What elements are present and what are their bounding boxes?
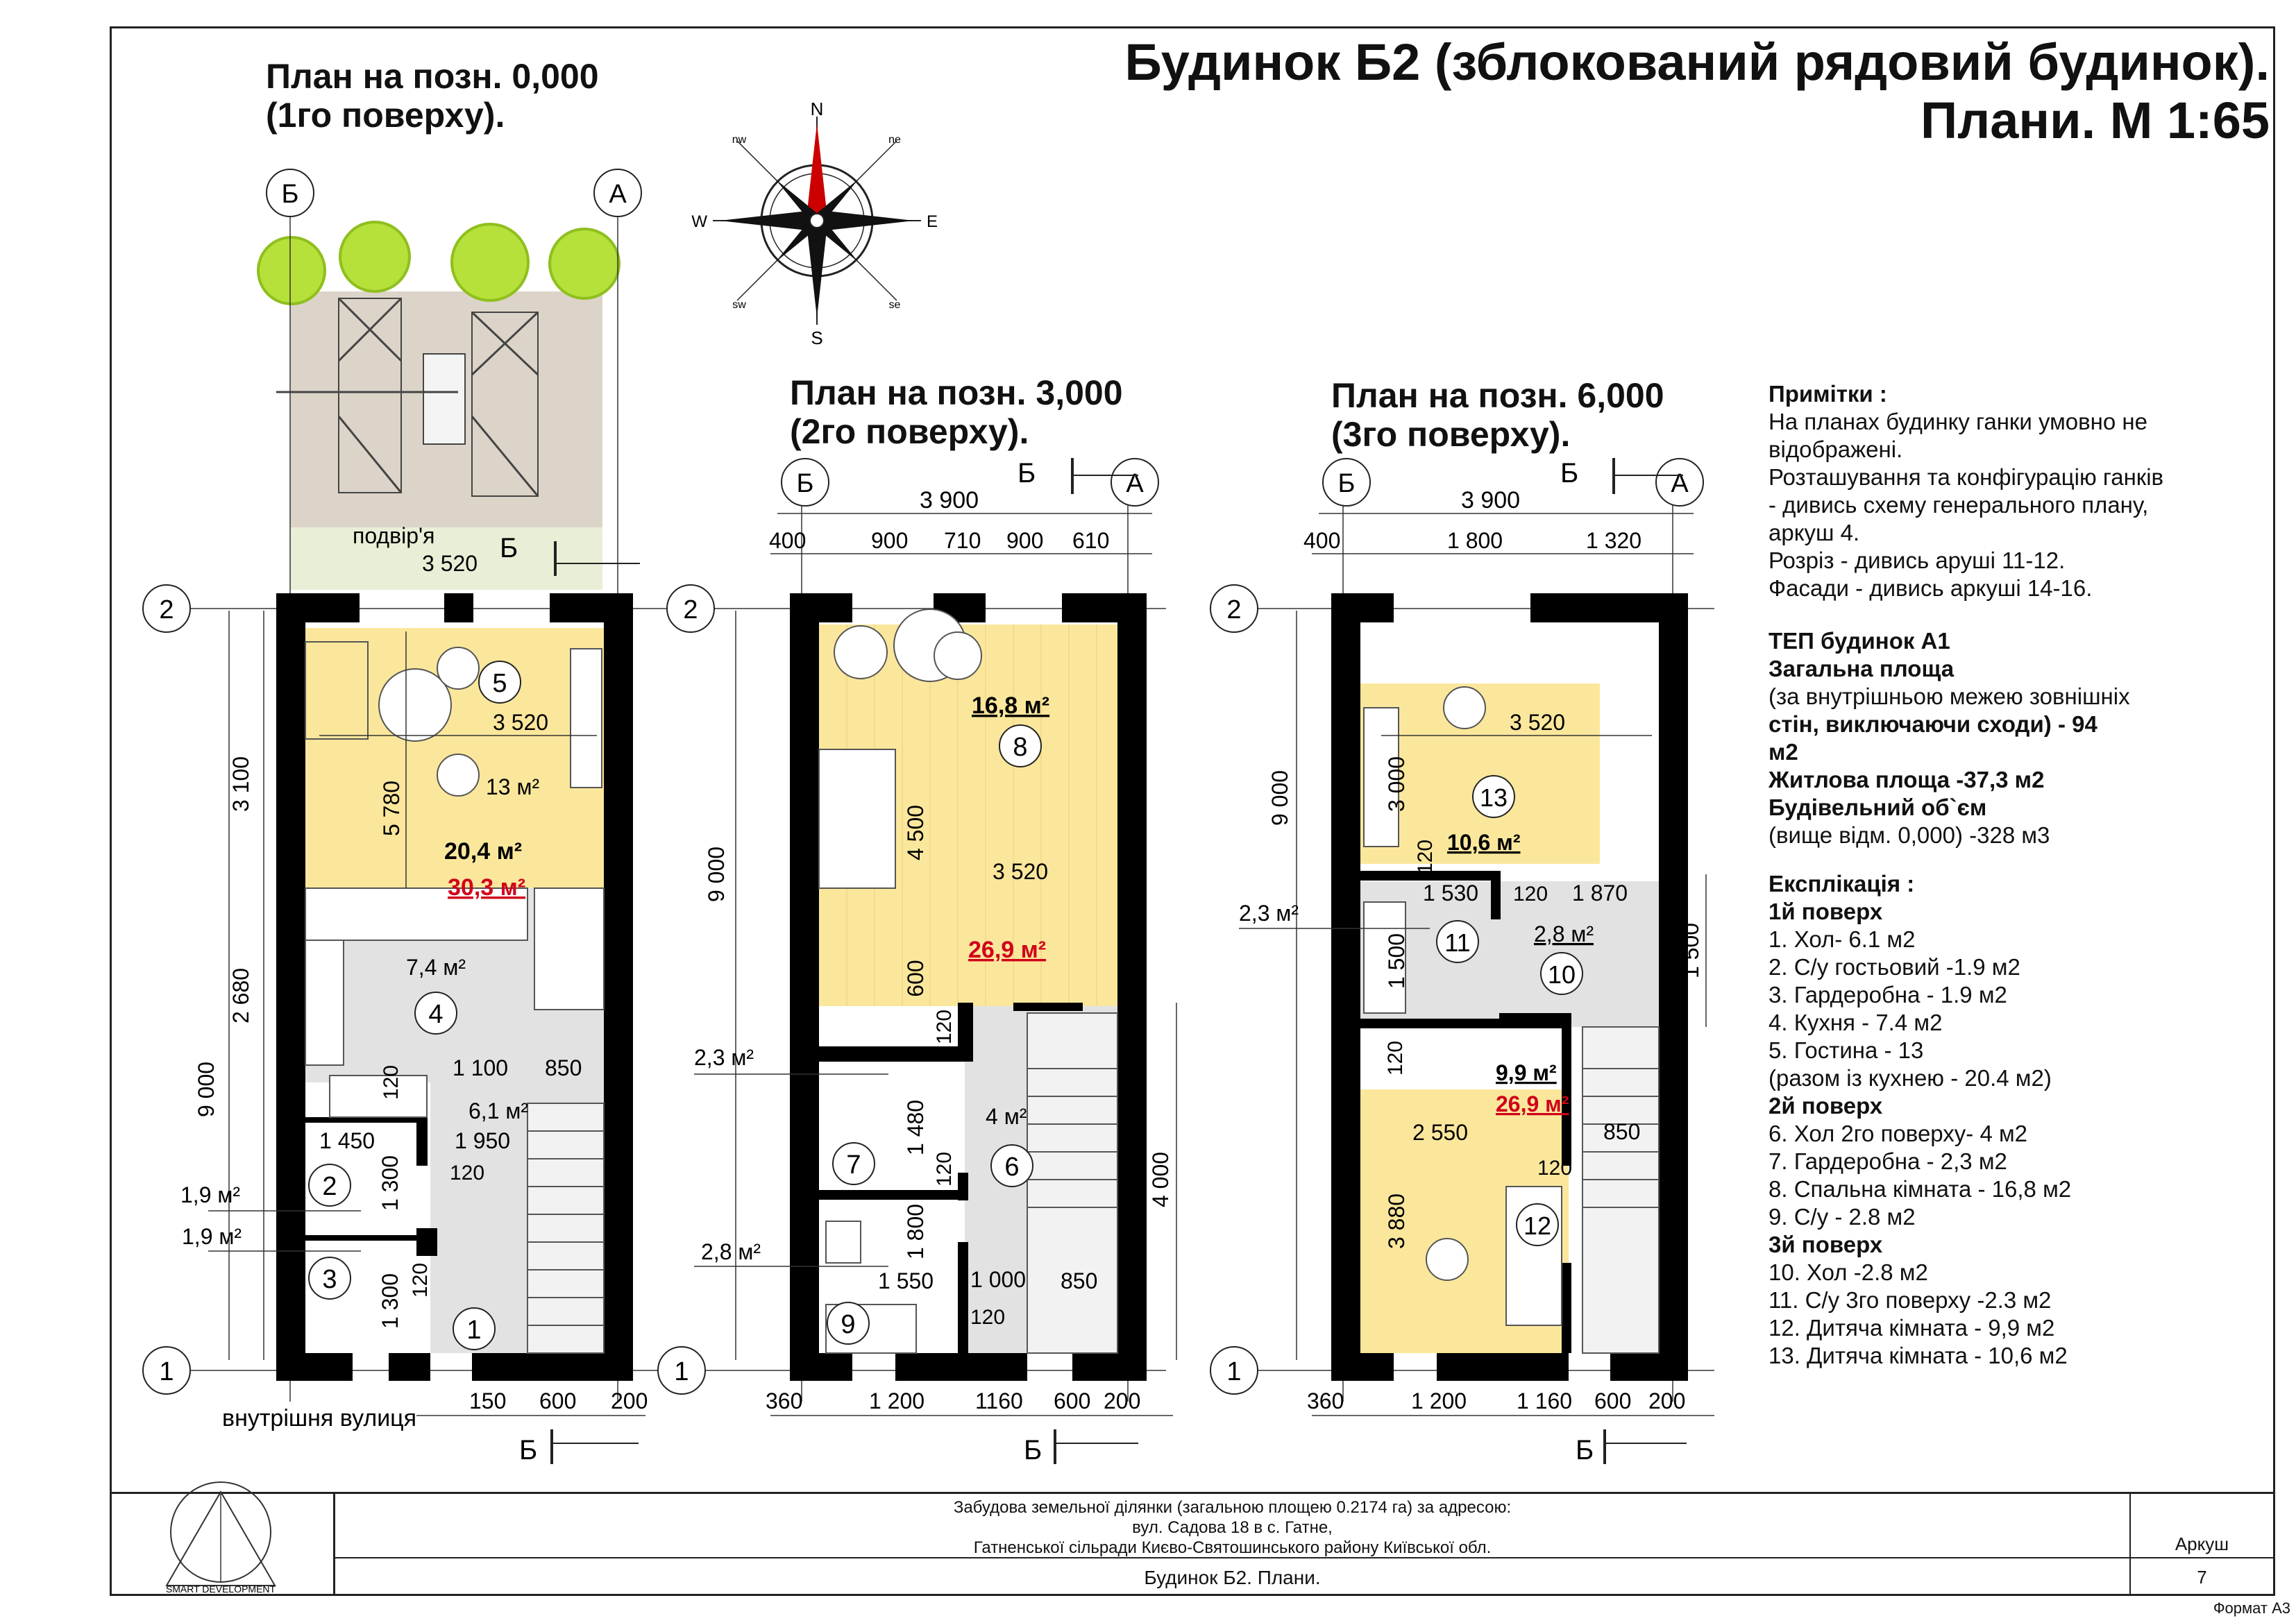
- dim-2680: 2 680: [228, 967, 253, 1024]
- area-r10: 2,8 м²: [1534, 921, 1594, 946]
- notes-heading: Примітки :: [1769, 381, 1887, 407]
- notes-line: відображені.: [1769, 436, 1903, 462]
- room-number-4: 4: [428, 1000, 444, 1029]
- room-number-11: 11: [1444, 928, 1471, 957]
- dim-t400: 400: [769, 528, 807, 553]
- explication-item: 11. С/у 3го поверху -2.3 м2: [1769, 1287, 2052, 1313]
- axis-label-a: А: [1671, 469, 1689, 498]
- axis-label-b: Б: [796, 469, 814, 498]
- dim-4000: 4 000: [1148, 1151, 1173, 1208]
- dim-1500a: 1 500: [1384, 933, 1409, 989]
- dim-3000: 3 000: [1384, 756, 1409, 813]
- explication-item: 9. С/у - 2.8 м2: [1769, 1204, 1916, 1230]
- axis-label-1: 1: [159, 1357, 174, 1386]
- axis-label-a: А: [609, 180, 627, 209]
- dim-120b: 120: [450, 1162, 485, 1184]
- section-mark-bottom: Б: [519, 1435, 538, 1465]
- dim-1300b: 1 300: [378, 1273, 403, 1329]
- axis-label-2: 2: [1226, 595, 1242, 624]
- plan1-title-line2: (1го поверху).: [266, 96, 505, 135]
- dim-120c: 120: [1384, 1040, 1407, 1076]
- address-line2: вул. Садова 18 в с. Гатне,: [1132, 1518, 1333, 1537]
- plan2-stairs: [1027, 1013, 1117, 1353]
- plan1-stairs: [527, 1103, 604, 1353]
- axis-label-1: 1: [1226, 1357, 1242, 1386]
- court-width-dim: 3 520: [422, 551, 478, 576]
- tep-volume-label: Будівельний об`єм: [1769, 794, 1987, 820]
- dim-b360: 360: [766, 1388, 803, 1413]
- area-r5-total: 20,4 м²: [444, 838, 523, 865]
- dim-120c: 120: [970, 1306, 1006, 1329]
- notes-line: Розріз - дивись аруші 11-12.: [1769, 547, 2066, 573]
- plan2-second-floor: [658, 458, 1176, 1465]
- room-number-7: 7: [846, 1150, 861, 1180]
- axis-label-2: 2: [159, 595, 174, 624]
- dim-b200: 200: [1104, 1388, 1141, 1413]
- compass-w: W: [691, 212, 707, 231]
- dim-b600: 600: [1594, 1388, 1632, 1413]
- notes-line: Розташування та конфігурацію ганків: [1769, 464, 2164, 490]
- dim-2550: 2 550: [1412, 1120, 1469, 1145]
- dim-1500b: 1 500: [1678, 922, 1703, 979]
- dim-1870: 1 870: [1572, 881, 1628, 906]
- dim-120a: 120: [933, 1009, 956, 1045]
- dim-b360: 360: [1307, 1388, 1344, 1413]
- courtyard-table: [423, 354, 465, 444]
- dining-table: [534, 888, 604, 1010]
- plan2-title-line2: (2го поверху).: [790, 412, 1029, 451]
- explication-item: 10. Хол -2.8 м2: [1769, 1259, 1928, 1285]
- floor-heading: 3й поверх: [1769, 1232, 1883, 1257]
- axis-label-b: Б: [1337, 469, 1356, 498]
- armchair: [437, 647, 479, 689]
- tree: [258, 237, 325, 304]
- room-number-10: 10: [1547, 960, 1576, 989]
- dim-120b: 120: [1513, 883, 1548, 906]
- company-logo: [166, 1482, 276, 1595]
- section-mark-top: Б: [1560, 458, 1579, 488]
- axis-label-1: 1: [674, 1357, 689, 1386]
- street-label: внутрішня вулиця: [222, 1405, 417, 1431]
- compass-n: N: [810, 99, 824, 119]
- room-number-1: 1: [466, 1316, 482, 1345]
- axis-label-b: Б: [281, 180, 299, 209]
- courtyard-label: подвір'я: [353, 523, 435, 548]
- section-mark-bottom: Б: [1576, 1435, 1594, 1465]
- tep-total-label: Загальна площа: [1769, 656, 1955, 681]
- armchair: [1444, 687, 1485, 729]
- area-r11: 2,3 м²: [1239, 901, 1299, 926]
- dim-b1160: 1160: [975, 1388, 1023, 1413]
- explication-item: 13. Дитяча кімната - 10,6 м2: [1769, 1343, 2068, 1368]
- section-mark-top: Б: [1018, 458, 1036, 488]
- section-mark-bottom: Б: [1024, 1435, 1043, 1465]
- area-r7: 2,3 м²: [694, 1045, 754, 1070]
- plan1-title-line1: План на позн. 0,000: [266, 57, 599, 96]
- paper-format: Формат А3: [2213, 1599, 2290, 1617]
- dim-1950: 1 950: [455, 1128, 511, 1153]
- main-title-line2: Плани. М 1:65: [1921, 92, 2270, 149]
- dim-t900a: 900: [871, 528, 909, 553]
- dim-4500: 4 500: [903, 804, 928, 861]
- dim-t610: 610: [1072, 528, 1110, 553]
- dim-total: 3 900: [1461, 487, 1521, 513]
- address-line1: Забудова земельної ділянки (загальною площею 0.2174 га) за адресою:: [953, 1498, 1512, 1517]
- area-r5-red: 30,3 м²: [448, 874, 526, 901]
- area-r6: 4 м²: [986, 1104, 1027, 1129]
- dim-850: 850: [1061, 1268, 1098, 1293]
- area-r1: 6,1 м²: [469, 1098, 529, 1123]
- explication-item: 4. Кухня - 7.4 м2: [1769, 1010, 1943, 1035]
- tree: [550, 229, 619, 298]
- explication-item: 7. Гардеробна - 2,3 м2: [1769, 1148, 2007, 1174]
- explication-item: (разом із кухнею - 20.4 м2): [1769, 1065, 2052, 1091]
- area-r12-red: 26,9 м²: [1496, 1091, 1569, 1116]
- tep-total-desc1: (за внутрішньою межею зовнішніх: [1769, 683, 2130, 709]
- dim-b1160: 1 160: [1517, 1388, 1573, 1413]
- room-number-13: 13: [1479, 783, 1508, 812]
- explication-item: 6. Хол 2го поверху- 4 м2: [1769, 1121, 2028, 1146]
- dim-b600: 600: [539, 1388, 577, 1413]
- section-mark-top: Б: [500, 533, 518, 563]
- area-r12: 9,9 м²: [1496, 1060, 1557, 1085]
- notes-line: Фасади - дивись аркуші 14-16.: [1769, 575, 2093, 601]
- notes-panel: [1769, 380, 2254, 1370]
- room-number-3: 3: [322, 1265, 337, 1294]
- compass-ne: ne: [888, 134, 901, 146]
- tep-heading: ТЕП будинок А1: [1769, 628, 1950, 654]
- room-number-9: 9: [841, 1310, 856, 1339]
- dim-3520: 3 520: [993, 859, 1049, 884]
- plan3-third-floor: [1210, 458, 1714, 1465]
- plan3-title-line2: (3го поверху).: [1331, 415, 1571, 454]
- dim-120a: 120: [380, 1064, 403, 1101]
- room-number-8: 8: [1013, 733, 1028, 762]
- dim-120a: 120: [1414, 839, 1437, 875]
- dim-120c: 120: [409, 1262, 432, 1298]
- dim-850: 850: [545, 1055, 582, 1080]
- plan2-title-line1: План на позн. 3,000: [790, 373, 1123, 412]
- bed: [819, 749, 895, 888]
- dim-b200: 200: [611, 1388, 648, 1413]
- armchair: [934, 632, 981, 679]
- dim-t900b: 900: [1006, 528, 1044, 553]
- dim-850: 850: [1603, 1119, 1641, 1144]
- dim-b1200: 1 200: [869, 1388, 925, 1413]
- dim-1450: 1 450: [319, 1128, 375, 1153]
- dim-b150: 150: [469, 1388, 507, 1413]
- notes-line: На планах будинку ганки умовно не: [1769, 409, 2147, 434]
- area-r4: 7,4 м²: [406, 955, 466, 980]
- dim-1800: 1 800: [903, 1203, 928, 1260]
- explication-item: 5. Гостина - 13: [1769, 1037, 1924, 1063]
- floor-heading: 2й поверх: [1769, 1093, 1883, 1119]
- dim-1100: 1 100: [453, 1055, 509, 1080]
- sheet-label: Аркуш: [2175, 1533, 2229, 1554]
- kitchen-island: [330, 1076, 427, 1117]
- area-r9: 2,8 м²: [701, 1239, 761, 1264]
- plan1-ground-floor: [143, 169, 701, 1465]
- notes-line: аркуш 4.: [1769, 520, 1860, 545]
- dim-9000: 9 000: [704, 846, 729, 903]
- dim-1480: 1 480: [903, 1099, 928, 1156]
- dim-9000: 9 000: [194, 1061, 219, 1118]
- dim-t1800: 1 800: [1447, 528, 1503, 553]
- tree: [340, 222, 410, 291]
- dim-t1320: 1 320: [1586, 528, 1642, 553]
- dim-3880: 3 880: [1384, 1193, 1409, 1250]
- plan3-title-line1: План на позн. 6,000: [1331, 376, 1664, 415]
- explication-item: 1. Хол- 6.1 м2: [1769, 926, 1916, 952]
- kitchen-units: [305, 940, 344, 1065]
- compass-s: S: [811, 328, 823, 348]
- area-r13: 10,6 м²: [1447, 830, 1521, 855]
- dim-1300a: 1 300: [378, 1155, 403, 1212]
- tv-cabinet: [571, 649, 602, 788]
- compass-sw: sw: [732, 299, 746, 311]
- explication-item: 3. Гардеробна - 1.9 м2: [1769, 982, 2007, 1008]
- tep-total-desc2: стін, виключаючи сходи) - 94: [1769, 711, 2097, 737]
- explication-item: 2. С/у гостьовий -1.9 м2: [1769, 954, 2020, 980]
- logo-text: SMART DEVELOPMENT: [165, 1583, 276, 1595]
- toilet: [826, 1221, 861, 1263]
- dim-1530: 1 530: [1423, 881, 1479, 906]
- address-block: [335, 1497, 2129, 1558]
- area-r8: 16,8 м²: [972, 692, 1050, 719]
- explication-item: 8. Спальна кімната - 16,8 м2: [1769, 1176, 2072, 1202]
- armchair: [834, 626, 887, 679]
- sheet-name: Будинок Б2. Плани.: [1144, 1567, 1321, 1588]
- sheet-number: 7: [2197, 1567, 2207, 1588]
- compass-nw: nw: [732, 134, 747, 146]
- notes-line: - дивись схему генерального плану,: [1769, 492, 2149, 518]
- floor-heading: 1й поверх: [1769, 899, 1883, 924]
- address-line3: Гатненської сільради Києво-Святошинського району Київської обл.: [973, 1538, 1492, 1557]
- armchair: [437, 754, 479, 796]
- dim-1550: 1 550: [878, 1268, 934, 1293]
- compass-rose: [691, 99, 938, 348]
- dim-9000: 9 000: [1267, 770, 1292, 826]
- main-title-line1: Будинок Б2 (зблокований рядовий будинок).: [1124, 33, 2270, 91]
- dim-5780: 5 780: [379, 780, 404, 837]
- area-r2: 1,9 м²: [180, 1182, 241, 1207]
- armchair: [1426, 1239, 1468, 1280]
- room-number-6: 6: [1004, 1153, 1020, 1182]
- tep-living: Житлова площа -37,3 м2: [1769, 767, 2045, 792]
- room-number-12: 12: [1523, 1212, 1552, 1240]
- dim-t710: 710: [944, 528, 981, 553]
- area-r5: 13 м²: [486, 774, 540, 799]
- tree: [452, 224, 528, 300]
- dim-room-width: 3 520: [493, 710, 549, 735]
- tep-total-unit: м2: [1769, 739, 1798, 765]
- room-number-5: 5: [492, 669, 507, 698]
- explication-item: 12. Дитяча кімната - 9,9 м2: [1769, 1315, 2055, 1341]
- room-number-2: 2: [322, 1172, 337, 1201]
- dim-total: 3 900: [920, 487, 979, 513]
- dim-t400: 400: [1303, 528, 1341, 553]
- tep-volume-value: (вище відм. 0,000) -328 м3: [1769, 822, 2050, 848]
- dim-120d: 120: [1537, 1157, 1573, 1180]
- dim-600: 600: [903, 960, 928, 997]
- compass-e: E: [927, 212, 938, 231]
- dim-3100: 3 100: [228, 756, 253, 813]
- plan3-stairs: [1582, 1027, 1659, 1353]
- explication-heading: Експлікація :: [1769, 871, 1915, 897]
- dim-120b: 120: [933, 1151, 956, 1187]
- compass-se: se: [888, 299, 901, 311]
- axis-label-2: 2: [683, 595, 698, 624]
- dim-b600: 600: [1054, 1388, 1091, 1413]
- dim-3520: 3 520: [1510, 710, 1566, 735]
- area-r8-red: 26,9 м²: [968, 937, 1047, 963]
- dim-b200: 200: [1648, 1388, 1686, 1413]
- area-r3: 1,9 м²: [182, 1224, 242, 1249]
- axis-label-a: А: [1126, 469, 1144, 498]
- dim-1000: 1 000: [970, 1267, 1027, 1292]
- dim-b1200: 1 200: [1411, 1388, 1467, 1413]
